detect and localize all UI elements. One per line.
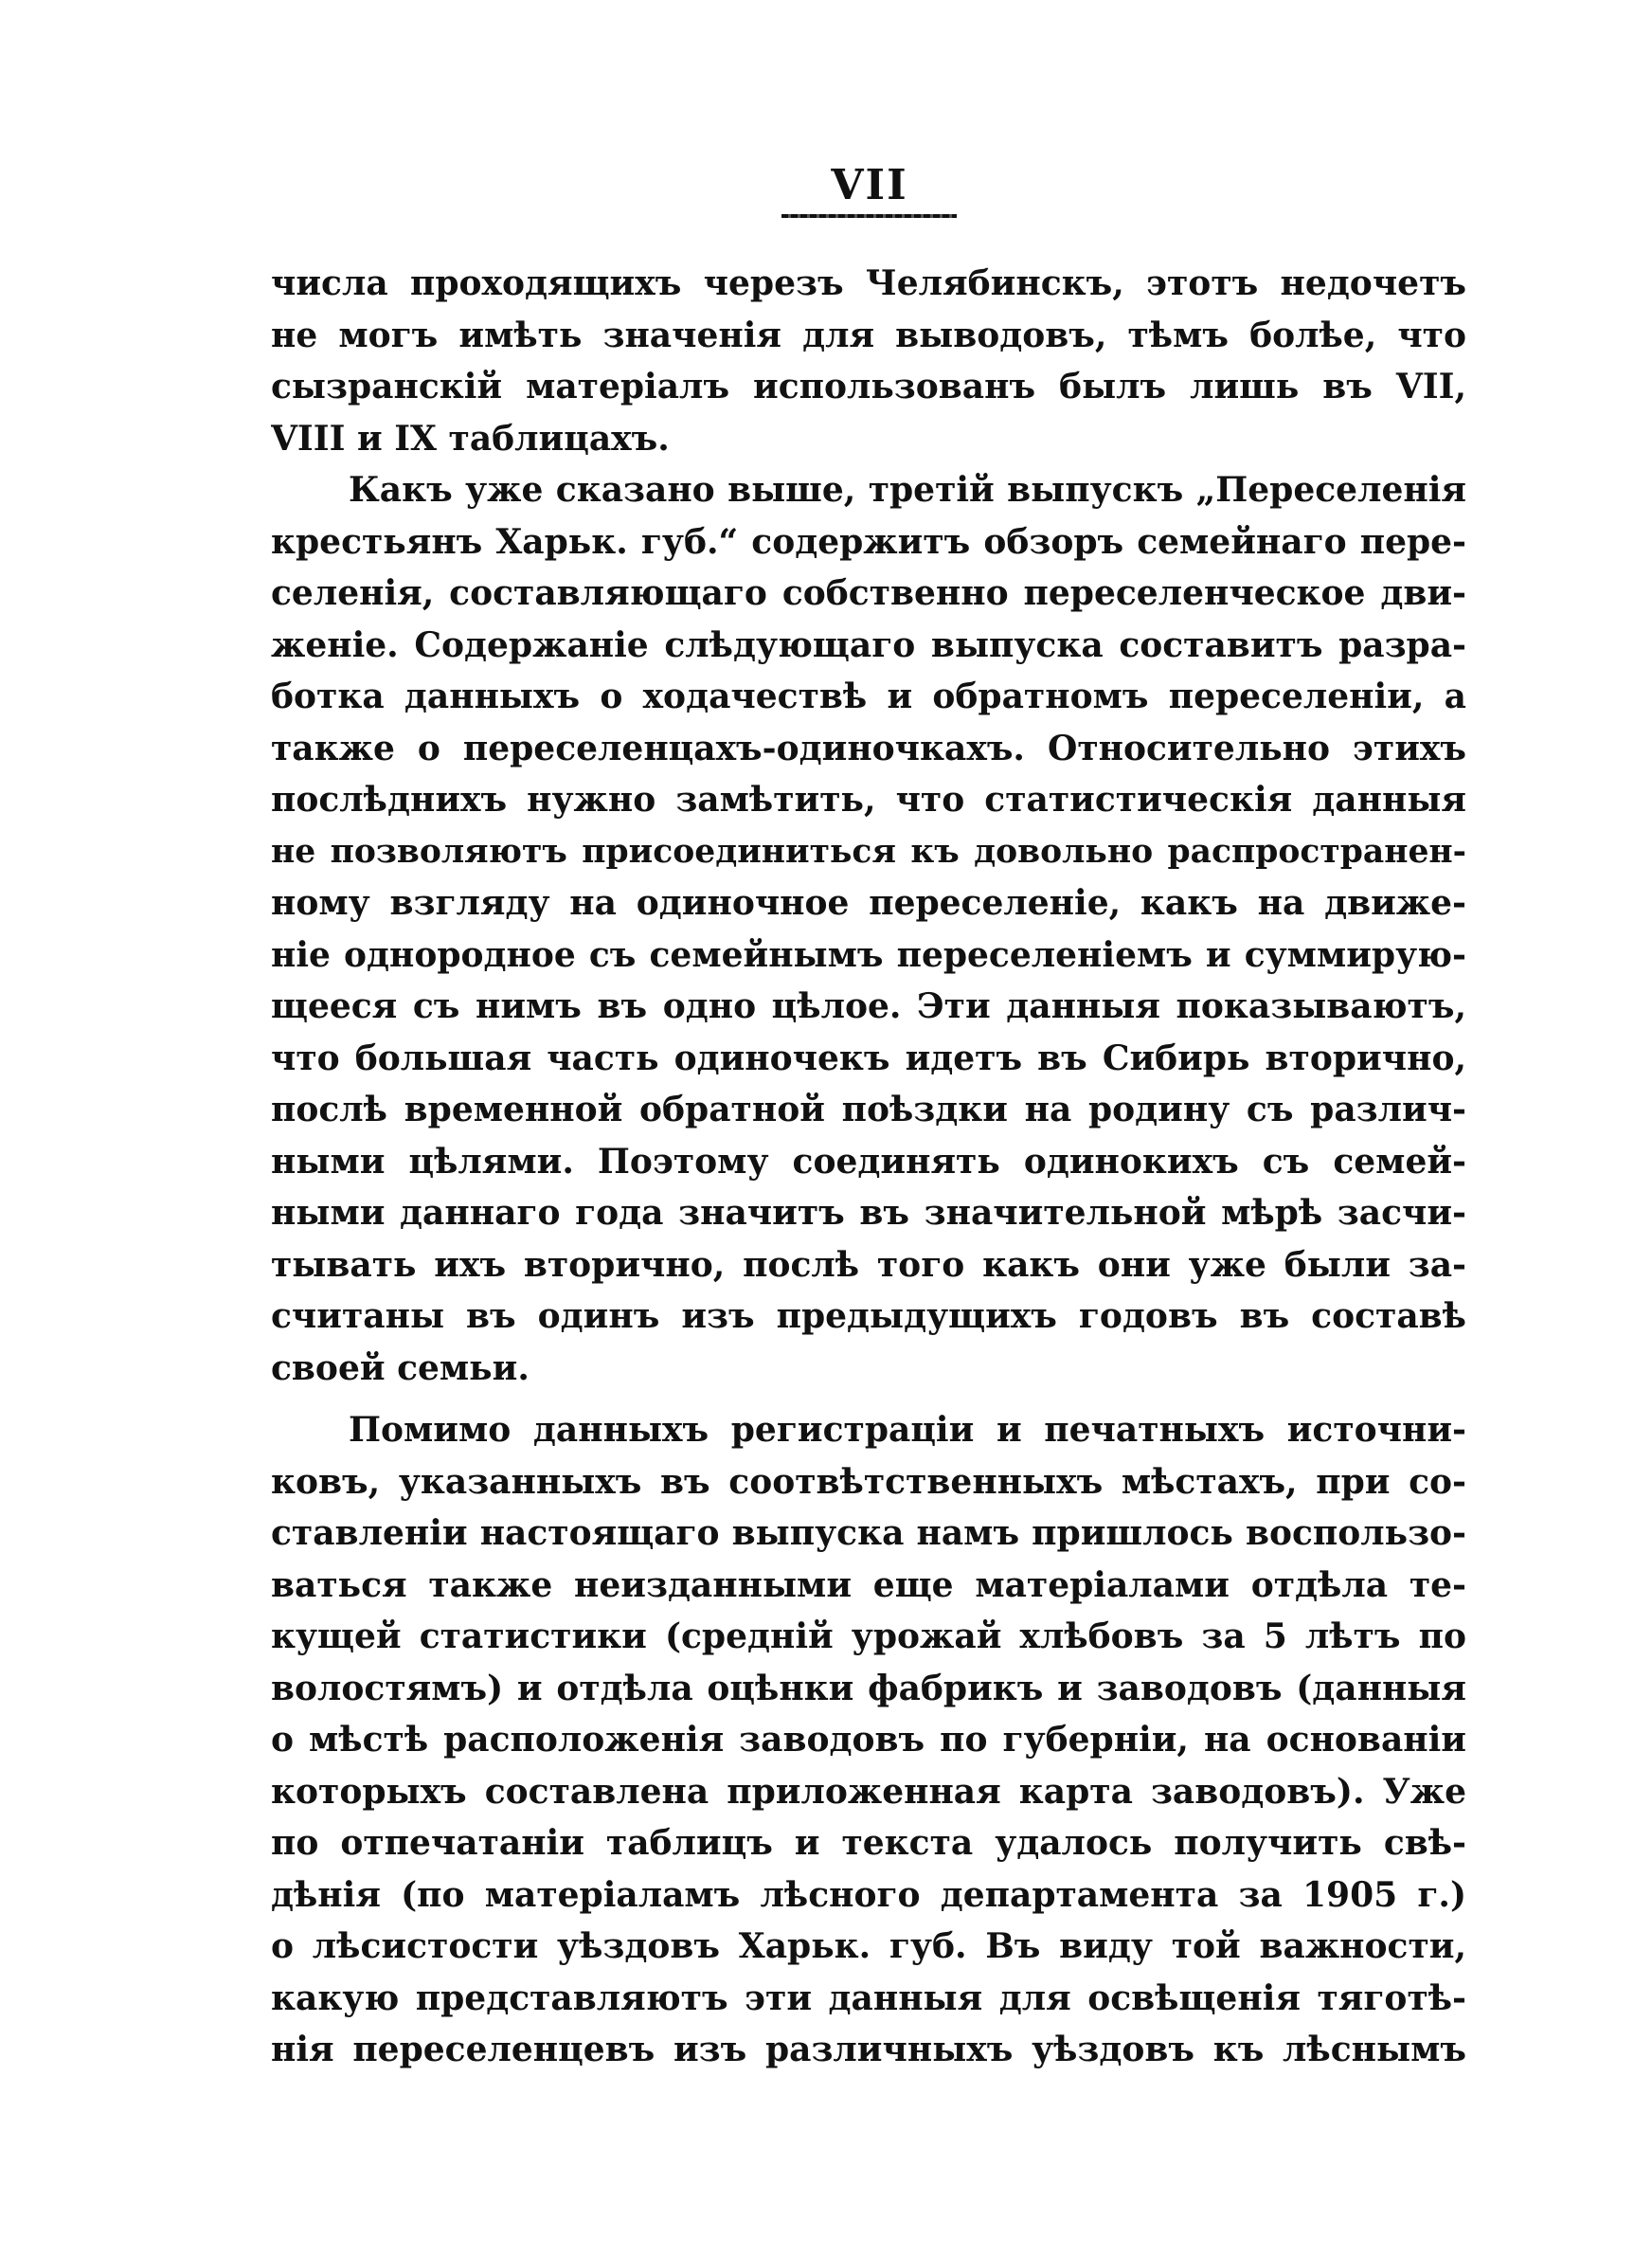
text-line: ботка данныхъ о ходачествѣ и обратномъ переселеніи, а (271, 677, 1466, 716)
text-line: щееся съ нимъ въ одно цѣлое. Эти данныя показываютъ, (271, 986, 1466, 1026)
text-line: женіе. Содержаніе слѣдующаго выпуска составитъ разра- (271, 624, 1466, 665)
paragraph-2 (271, 464, 1466, 1394)
text-line: дѣнія (по матеріаламъ лѣсного департамента за 1905 г.) (271, 1874, 1466, 1915)
text-line: которыхъ составлена приложенная карта заводовъ). Уже (271, 1771, 1466, 1812)
text-line: ковъ, указанныхъ въ соотвѣтственныхъ мѣстахъ, при со- (271, 1461, 1466, 1502)
page-number-rule (781, 214, 957, 218)
text-line: ными даннаго года значитъ въ значительной мѣрѣ засчи- (271, 1193, 1466, 1233)
page-number: VII (831, 161, 908, 209)
text-line: Помимо данныхъ регистраціи и печатныхъ источни- (349, 1410, 1466, 1450)
paragraph-3 (271, 1404, 1466, 2076)
text-line: ными цѣлями. Поэтому соединять одинокихъ съ семей- (271, 1141, 1466, 1182)
text-line: что большая часть одиночекъ идетъ въ Сибирь вторично, (271, 1038, 1466, 1078)
text-line: послѣ временной обратной поѣздки на родину съ различ- (271, 1090, 1466, 1129)
text-line: числа проходящихъ черезъ Челябинскъ, этотъ недочетъ (271, 263, 1466, 303)
text-line: тывать ихъ вторично, послѣ того какъ они уже были за- (271, 1244, 1466, 1285)
text-line: ному взгляду на одиночное переселеніе, какъ на движе- (271, 883, 1466, 923)
text-line: считаны въ одинъ изъ предыдущихъ годовъ въ составѣ (271, 1296, 1466, 1336)
text-line: селенія, составляющаго собственно переселенческое дви- (271, 573, 1466, 613)
text-line: о лѣсистости уѣздовъ Харьк. губ. Въ виду той важности, (271, 1926, 1466, 1966)
text-line: какую представляютъ эти данныя для освѣщенія тяготѣ- (271, 1977, 1466, 2018)
text-line: не позволяютъ присоединиться къ довольно распространен- (271, 832, 1466, 871)
text-line: по отпечатаніи таблицъ и текста удалось получить свѣ- (271, 1823, 1466, 1863)
text-line: ваться также неизданными еще матеріалами отдѣла те- (271, 1564, 1466, 1605)
text-line: крестьянъ Харьк. губ.“ содержитъ обзоръ семейнаго пере- (271, 521, 1466, 562)
text-line: послѣднихъ нужно замѣтить, что статистическія данныя (271, 780, 1466, 820)
text-line: не могъ имѣть значенія для выводовъ, тѣмъ болѣе, что (271, 315, 1466, 355)
text-line: ніе однородное съ семейнымъ переселеніемъ и суммирую- (271, 934, 1466, 975)
text-line: сызранскій матеріалъ использованъ былъ лишь въ VII, (271, 367, 1466, 406)
text-line: Какъ уже сказано выше, третій выпускъ „Переселенія (349, 470, 1466, 510)
text-line: также о переселенцахъ-одиночкахъ. Относительно этихъ (271, 728, 1466, 768)
text-line: нія переселенцевъ изъ различныхъ уѣздовъ къ лѣснымъ (271, 2030, 1466, 2069)
text-line: кущей статистики (средній урожай хлѣбовъ за 5 лѣтъ по (271, 1616, 1466, 1656)
text-line: ставленіи настоящаго выпуска намъ пришлось воспользо- (271, 1513, 1466, 1553)
text-line: VIII и IX таблицахъ. (271, 418, 670, 459)
paragraph-1 (271, 258, 1466, 464)
text-line: волостямъ) и отдѣла оцѣнки фабрикъ и заводовъ (данныя (271, 1668, 1466, 1708)
text-line: своей семьи. (271, 1347, 530, 1388)
text-line: о мѣстѣ расположенія заводовъ по губерніи, на основаніи (271, 1720, 1466, 1760)
